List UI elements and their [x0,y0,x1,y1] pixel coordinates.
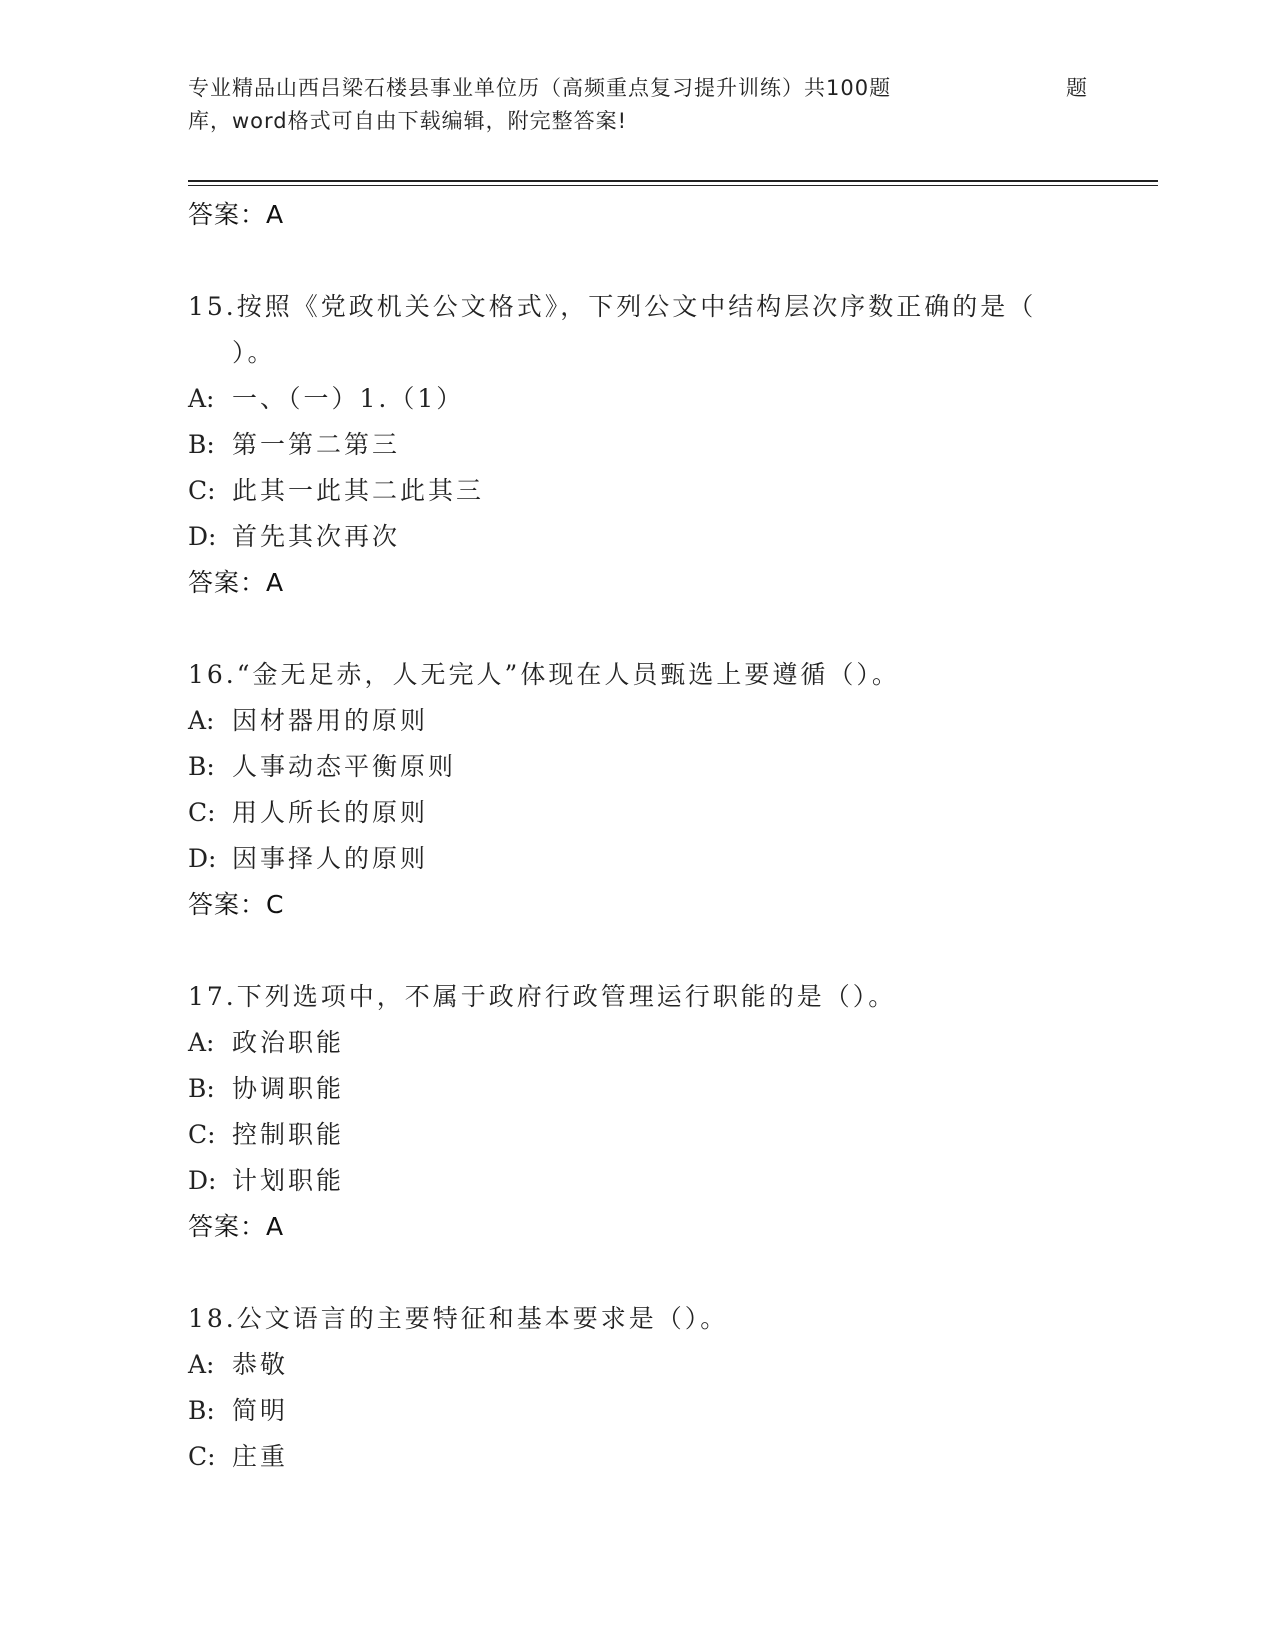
header-title: 专业精品山西吕梁石楼县事业单位历（高频重点复习提升训练）共100题 [188,76,892,100]
spacer [188,1250,1108,1296]
option-a [188,376,1108,422]
question-block [188,974,1108,1250]
option-c [188,1434,1108,1480]
option-text: 计划职能 [232,1166,345,1195]
option-c [188,468,1108,514]
header-rule-thin [188,185,1158,186]
header-line-2: 库，word格式可自由下载编辑，附完整答案! [188,109,628,133]
option-a [188,1342,1108,1388]
option-d [188,1158,1108,1204]
option-letter: C: [188,1442,216,1471]
question-text: 17.下列选项中，不属于政府行政管理运行职能的是（）。 [188,982,897,1011]
option-letter: C: [188,798,216,827]
option-text: 简明 [232,1396,289,1425]
option-text: 控制职能 [232,1120,345,1149]
answer-line: 答案：C [188,890,285,919]
option-text: 政治职能 [232,1028,345,1057]
option-letter: A: [188,706,215,735]
option-letter: D: [188,522,217,551]
option-a [188,1020,1108,1066]
question-block [188,284,1108,606]
spacer [188,238,1108,284]
option-text: 恭敬 [232,1350,289,1379]
header-line-1 [188,72,1088,105]
option-text: 用人所长的原则 [232,798,429,827]
document-body [188,192,1108,1480]
option-b [188,1066,1108,1112]
option-text: 此其一此其二此其三 [232,476,485,505]
option-letter: A: [188,1028,215,1057]
option-b [188,744,1108,790]
option-text: 因事择人的原则 [232,844,429,873]
answer-line: 答案：A [188,568,285,597]
option-a [188,698,1108,744]
option-c [188,790,1108,836]
header-title-right: 题 [1066,76,1088,100]
option-text: 因材器用的原则 [232,706,429,735]
option-letter: B: [188,752,215,781]
option-letter: A: [188,384,215,413]
option-d [188,514,1108,560]
question-block [188,1296,1108,1480]
option-c [188,1112,1108,1158]
option-b [188,422,1108,468]
question-text: 18.公文语言的主要特征和基本要求是（）。 [188,1304,729,1333]
question-block [188,652,1108,928]
answer-line: 答案：A [188,200,285,229]
option-letter: B: [188,1396,215,1425]
header-rule-thick [188,180,1158,182]
question-text-continuation: ）。 [232,338,276,367]
option-text: 庄重 [232,1442,289,1471]
option-letter: C: [188,476,216,505]
option-letter: B: [188,430,215,459]
spacer [188,928,1108,974]
option-b [188,1388,1108,1434]
option-d [188,836,1108,882]
spacer [188,606,1108,652]
option-text: 一、（一）1.（1） [232,384,465,413]
option-letter: A: [188,1350,215,1379]
option-text: 首先其次再次 [232,522,401,551]
option-text: 协调职能 [232,1074,345,1103]
option-letter: B: [188,1074,215,1103]
question-text: 16.“金无足赤，人无完人”体现在人员甄选上要遵循（）。 [188,660,900,689]
question-text: 15.按照《党政机关公文格式》，下列公文中结构层次序数正确的是（ [188,292,1037,321]
option-text: 第一第二第三 [232,430,401,459]
option-letter: D: [188,1166,217,1195]
option-text: 人事动态平衡原则 [232,752,457,781]
option-letter: C: [188,1120,216,1149]
page-header [188,72,1088,138]
option-letter: D: [188,844,217,873]
answer-line: 答案：A [188,1212,285,1241]
